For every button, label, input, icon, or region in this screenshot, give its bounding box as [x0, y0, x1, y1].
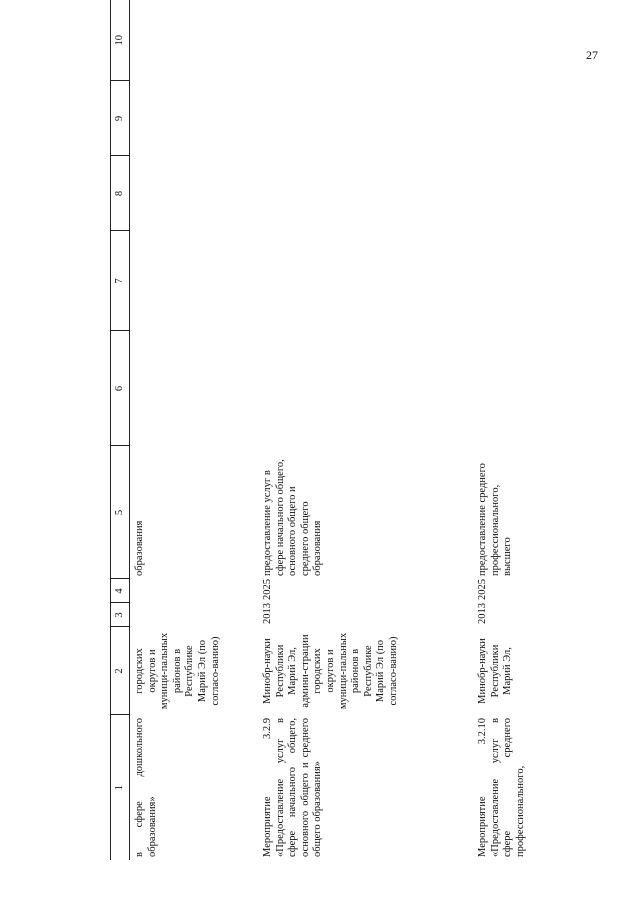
- cell-end-year: [130, 579, 259, 603]
- cell-empty: [258, 0, 473, 81]
- col-header-3: 3: [111, 603, 130, 627]
- cell-start-year: 2013: [262, 603, 273, 624]
- cell-result: предоставление среднего профессионального, высшего: [477, 463, 514, 576]
- cell-empty: [130, 156, 259, 231]
- cell-start-year: 2013: [477, 603, 488, 624]
- col-header-2: 2: [111, 627, 130, 715]
- col-header-1: 1: [111, 715, 130, 860]
- cell-result: предоставление услуг в сфере начального общего, основного общего и среднего общего образования: [262, 459, 324, 576]
- header-row: [111, 0, 130, 860]
- cell-executor: Минобр-науки Республики Марий Эл, админи-страции городских округов и муници-пальных районов в Республике Марий Эл (по согласо-ванию): [262, 632, 399, 710]
- col-header-4: 4: [111, 579, 130, 603]
- table-row: [258, 0, 473, 860]
- cell-empty: [130, 331, 259, 446]
- table-row: [473, 0, 593, 860]
- col-header-7: 7: [111, 231, 130, 331]
- cell-empty: [258, 231, 473, 331]
- cell-empty: [258, 156, 473, 231]
- col-header-10: 10: [111, 0, 130, 81]
- cell-measure: Мероприятие 3.2.9 «Предоставление услуг в сфере начального общего, основного общего и среднего общего образования»: [262, 718, 324, 857]
- page-number: 27: [586, 48, 598, 62]
- cell-empty: [473, 331, 593, 446]
- cell-empty: [130, 81, 259, 156]
- cell-result: образования: [134, 520, 145, 576]
- cell-empty: [130, 0, 259, 81]
- cell-end-year: 2025: [477, 579, 488, 600]
- cell-empty: [258, 81, 473, 156]
- col-header-8: 8: [111, 156, 130, 231]
- cell-start-year: [130, 603, 259, 627]
- cell-empty: [473, 81, 593, 156]
- col-header-6: 6: [111, 331, 130, 446]
- cell-empty: [473, 231, 593, 331]
- cell-empty: [473, 0, 593, 81]
- program-table: [110, 0, 593, 860]
- cell-executor: Минобр-науки Республики Марий Эл,: [477, 638, 514, 704]
- cell-end-year: 2025: [262, 579, 273, 600]
- table-row: [130, 0, 259, 860]
- cell-measure: Мероприятие 3.2.10 «Предоставление услуг в сфере среднего профессионального,: [477, 718, 526, 857]
- cell-executor: городских округов и муници-пальных районов в Республике Марий Эл (по согласо-ванию): [134, 632, 221, 710]
- cell-measure: в сфере дошкольного образования»: [134, 718, 158, 857]
- cell-empty: [130, 231, 259, 331]
- cell-empty: [258, 331, 473, 446]
- rotated-table-wrapper: [110, 0, 600, 860]
- col-header-9: 9: [111, 81, 130, 156]
- col-header-5: 5: [111, 446, 130, 579]
- cell-empty: [473, 156, 593, 231]
